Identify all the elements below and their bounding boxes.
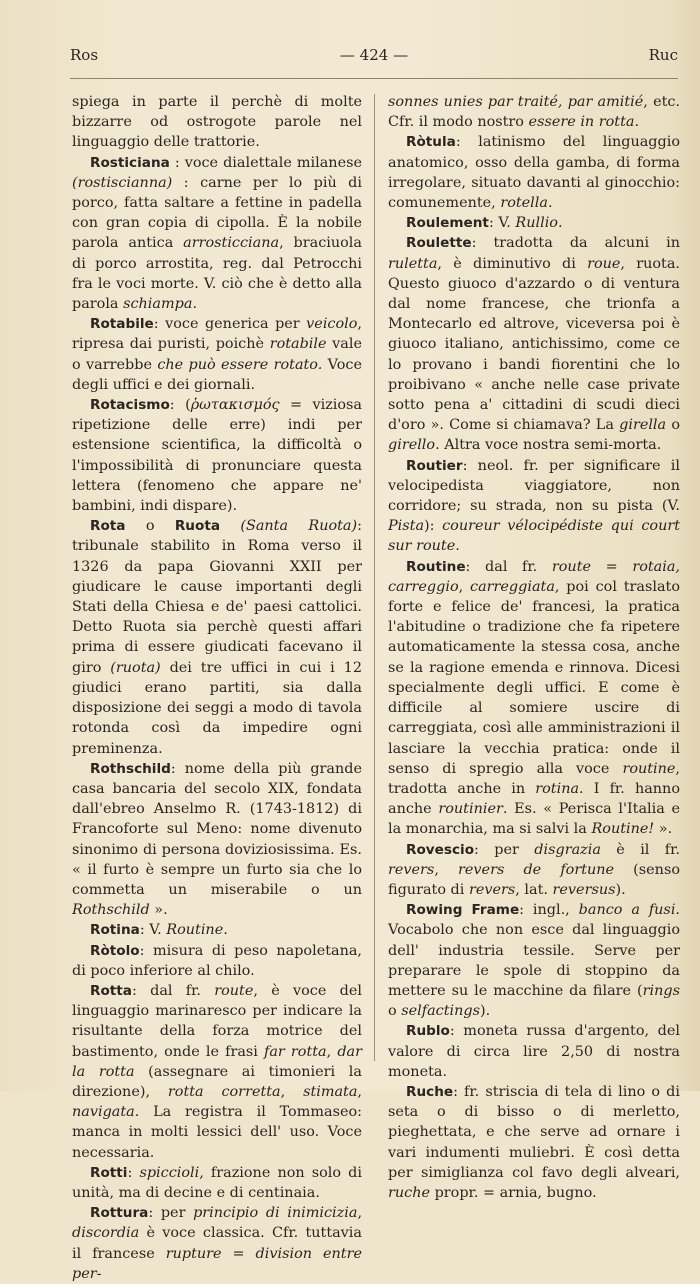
dictionary-entry xyxy=(388,132,680,213)
dictionary-entry xyxy=(388,1082,680,1203)
page-header xyxy=(70,46,678,68)
entry-text: . xyxy=(547,195,553,212)
dictionary-entry xyxy=(72,920,362,940)
entry-text: . Altra voce nostra semi-morta. xyxy=(435,437,662,454)
dictionary-entry xyxy=(72,1163,362,1203)
italic-text: ruletta xyxy=(388,255,438,272)
entry-headword: Roulement xyxy=(406,215,489,232)
header-left-guideword: Ros xyxy=(70,46,99,64)
page-number: — 424 — xyxy=(339,46,409,64)
entry-text: . xyxy=(557,215,563,232)
header-right-guideword: Ruc xyxy=(648,46,678,64)
entry-headword: Ròtolo xyxy=(90,942,140,959)
entry-text: . xyxy=(634,114,640,131)
italic-text: girello xyxy=(388,437,436,454)
italic-text: Rullio xyxy=(515,215,558,232)
dictionary-entry xyxy=(388,233,680,455)
entry-headword: Rotti xyxy=(90,1164,128,1181)
entry-headword: Rotta xyxy=(90,982,132,999)
italic-text: Routine xyxy=(166,922,224,939)
right-column xyxy=(388,92,680,1203)
italic-text: banco a fusi xyxy=(578,902,676,919)
italic-text: coureur vélocipédiste qui court sur route xyxy=(388,518,681,555)
italic-text: dar la rotta xyxy=(72,1043,362,1080)
entry-text: : nome della più grande casa bancaria del secolo XIX, fondata dall'ebreo Anselmo R. (1743-1812) di Francoforte sul Meno: nome divenuto sinonimo di persona doviziosissima. Es. « il furto è sempre un furto sia che lo commetta un miserabile o un xyxy=(72,760,362,898)
entry-text xyxy=(220,518,240,534)
italic-text: (rostiscianna) xyxy=(72,174,173,191)
dictionary-entry xyxy=(72,941,362,981)
entry-text: : xyxy=(127,1164,140,1181)
italic-text: ῥωτακισμός xyxy=(190,397,280,414)
italic-text: discordia xyxy=(72,1225,140,1242)
italic-text: Pista xyxy=(388,518,425,535)
italic-text: reversus xyxy=(552,881,616,898)
entry-text: : ( xyxy=(169,397,191,414)
italic-text: spiccioli xyxy=(139,1164,200,1181)
italic-text: essere in rotta xyxy=(528,114,635,131)
entry-text: : neol. fr. per significare il velocipedista viaggiatore, non corridore; su strada, non su pista (V. xyxy=(388,457,680,515)
entry-text: : tribunale stabilito in Roma verso il 1326 da papa Giovanni XXII per giudicare le cause importanti degli Stati della Chiesa e de' paesi cattolici. Detto Ruota sia perchè questi affari prima di essere giudicati facevano il giro xyxy=(72,518,362,676)
entry-text: , ripresa dai puristi, poichè xyxy=(72,316,362,353)
entry-text: , lat. xyxy=(515,881,553,898)
entry-text: . xyxy=(223,922,228,939)
entry-text: : ingl., xyxy=(519,902,579,919)
entry-text: : fr. striscia di tela di lino o di seta o di bisso o di merletto, pieghettata, e che serve ad ornare i vari indumenti muliebri. È così detta per simiglianza col favo degli alveari, xyxy=(388,1083,680,1181)
italic-text: Routine! xyxy=(591,821,655,838)
entry-text: ). xyxy=(479,1003,491,1020)
entry-text: o xyxy=(388,1003,402,1020)
italic-text: rotta corretta xyxy=(167,1083,281,1100)
entry-headword: Rotabile xyxy=(90,316,154,333)
italic-text: routine xyxy=(622,760,676,777)
entry-continuation xyxy=(72,92,362,153)
entry-text: , frazione non solo di unità, ma di decine e di centinaia. xyxy=(72,1164,362,1201)
italic-text: rings xyxy=(642,982,680,999)
italic-text: revers xyxy=(468,881,516,898)
entry-text: . I fr. hanno anche xyxy=(388,780,680,818)
dictionary-entry xyxy=(388,1021,680,1082)
entry-text: ): xyxy=(424,518,443,535)
dictionary-entry xyxy=(72,395,362,516)
dictionary-entry xyxy=(72,981,362,1163)
italic-text: route = rotaia, carreggio xyxy=(388,558,680,595)
italic-text: sonnes unies par traité, par amitié xyxy=(388,94,644,110)
entry-headword: Rotacismo xyxy=(90,397,170,414)
entry-headword: Rothschild xyxy=(90,760,171,777)
entry-text: : voce dialettale milanese xyxy=(169,154,362,171)
italic-text: schiampa xyxy=(123,296,193,313)
entry-text: : misura di peso napoletana, di poco inferiore al chilo. xyxy=(72,942,362,979)
entry-text: = viziosa ripetizione delle erre) indi per estensione scientifica, la difficoltà o l'impossibilità di pronunciare questa lettera (fenomeno che appare ne' bambini, indi dispare). xyxy=(72,397,362,515)
entry-text: (assegnare ai timonieri la direzione), xyxy=(72,1063,362,1100)
dictionary-entry xyxy=(72,153,362,315)
entry-text: , braciuola di porco arrostita, reg. dal Petrocchi fra le voci morte. V. ciò che è detto alla parola xyxy=(72,235,362,313)
entry-text: ». xyxy=(149,902,168,919)
entry-text: . Es. « Perisca l'Italia e la monarchia, ma si salvi la xyxy=(388,801,680,838)
entry-text: è il fr. xyxy=(600,841,680,858)
entry-text: dei tre uffici in cui i 12 giudici erano partiti, sia dalla disposizione dei seggi a modo di tavola rotonda così da impedire ogni preminenza. xyxy=(72,659,362,757)
entry-text: , xyxy=(458,578,471,595)
italic-text: Rothschild xyxy=(72,902,150,919)
entry-headword: Ruche xyxy=(406,1083,454,1100)
entry-headword: Rosticiana xyxy=(90,154,170,171)
italic-text: stimata xyxy=(303,1083,358,1100)
entry-headword: Routier xyxy=(406,457,463,474)
italic-text: rotabile xyxy=(269,336,327,353)
entry-text: , xyxy=(326,1043,338,1060)
dictionary-entry xyxy=(388,456,680,557)
left-column xyxy=(72,92,362,1284)
dictionary-entry xyxy=(72,314,362,395)
italic-text: che può essere rotato. xyxy=(157,356,323,373)
dictionary-entry xyxy=(72,516,362,758)
entry-text: : latinismo del linguaggio anatomico, osso della gamba, di forma irregolare, situato davanti al ginocchio: comunemente, xyxy=(388,134,680,212)
entry-text: , xyxy=(357,1205,363,1222)
italic-text: navigata xyxy=(72,1104,135,1121)
entry-text: , xyxy=(357,1083,362,1100)
italic-text: roue xyxy=(587,255,621,272)
entry-headword: Ròtula xyxy=(406,134,456,151)
entry-text: : carne per lo più di porco, fatta saltare a fettine in padella con gran copia di cipolla. È la nobile parola antica xyxy=(72,174,362,252)
italic-text: revers de fortune xyxy=(458,861,615,878)
entry-text: : dal fr. xyxy=(131,982,215,999)
entry-text: . xyxy=(455,538,460,555)
entry-continuation xyxy=(388,92,680,132)
entry-headword: Rota xyxy=(90,518,126,535)
entry-text: , etc. Cfr. il modo nostro xyxy=(388,94,680,131)
entry-text: è voce classica. Cfr. tuttavia il francese xyxy=(72,1225,362,1262)
italic-text: ruche xyxy=(388,1184,430,1201)
entry-text: : tradotta da alcuni in xyxy=(471,235,680,252)
entry-text: o xyxy=(666,417,680,434)
entry-text: spiega in parte il perchè di molte bizzarre od ostrogote parole nel linguaggio delle trattorie. xyxy=(72,94,362,151)
italic-text: routinier xyxy=(438,801,503,818)
entry-text: : per xyxy=(148,1205,194,1222)
entry-text: , poi col traslato forte e felice de' francesi, la pratica l'abitudine o tradizione che fa ripetere automaticamente la stessa cosa, anche se la ragione emenda e rinnova. Dicesi specialmente degli uffici. E come è difficile al somiere uscire di carreggiata, così alle amministrazioni il lasciare la vecchia pratica: onde il senso di spregio alla voce xyxy=(388,578,681,777)
entry-text: (senso figurato di xyxy=(388,861,680,898)
italic-text: far rotta xyxy=(264,1043,327,1060)
entry-text: , è diminutivo di xyxy=(437,255,588,272)
entry-headword: Rottura xyxy=(90,1205,149,1222)
italic-text: (Santa Ruota) xyxy=(240,518,358,535)
italic-text: girella xyxy=(619,417,667,434)
dictionary-entry xyxy=(388,557,680,840)
dictionary-entry xyxy=(72,759,362,921)
header-rule xyxy=(70,78,678,79)
entry-text: : voce generica per xyxy=(153,316,307,333)
entry-text: . La registra il Tommaseo: manca in molti lessici dell' uso. Voce necessaria. xyxy=(72,1104,362,1161)
entry-headword: Ruota xyxy=(174,518,220,535)
entry-text: ». xyxy=(654,821,673,838)
italic-text: rotina xyxy=(535,780,580,797)
entry-headword: Rowing Frame xyxy=(406,902,520,919)
entry-text: : V. xyxy=(139,922,167,939)
entry-headword: Rotina xyxy=(90,922,140,939)
dictionary-entry xyxy=(388,213,680,233)
entry-text: o xyxy=(125,518,175,535)
dictionary-entry xyxy=(388,900,680,1021)
entry-text: , xyxy=(280,1083,304,1100)
entry-text: ). xyxy=(615,881,626,898)
entry-text: , xyxy=(434,861,459,878)
italic-text: revers xyxy=(388,861,435,878)
dictionary-entry xyxy=(72,1203,362,1284)
italic-text: rotella xyxy=(500,195,548,212)
entry-text: : moneta russa d'argento, del valore di circa lire 2,50 di nostra moneta. xyxy=(388,1023,680,1080)
entry-headword: Rovescio xyxy=(406,841,475,858)
entry-text: , tradotta anche in xyxy=(388,760,680,797)
entry-text: Voce degli uffici e dei giornali. xyxy=(72,356,362,393)
italic-text: veicolo xyxy=(306,316,358,333)
italic-text: selfactings xyxy=(401,1003,480,1020)
italic-text: disgrazia xyxy=(534,841,601,858)
entry-headword: Rublo xyxy=(406,1023,450,1040)
entry-text: , è voce del linguaggio marinaresco per indicare la risultante della forza motrice del bastimento, onde le frasi xyxy=(72,982,362,1060)
italic-text: rupture = division entre per- xyxy=(72,1245,362,1282)
entry-text: : per xyxy=(474,841,535,858)
column-divider xyxy=(374,94,375,1061)
entry-text: propr. = arnia, bugno. xyxy=(430,1184,597,1201)
italic-text: (ruota) xyxy=(110,659,161,676)
italic-text: carreggiata xyxy=(470,578,555,595)
entry-text: : V. xyxy=(488,215,516,232)
entry-text: : dal fr. xyxy=(465,558,552,575)
italic-text: route xyxy=(214,982,254,999)
entry-text: . Vocabolo che non esce dal linguaggio dell' industria tessile. Serve per preparare le spole di stoppino da mettere su le macchine da filare ( xyxy=(388,902,680,999)
dictionary-entry xyxy=(388,840,680,901)
italic-text: principio di inimicizia xyxy=(193,1205,358,1222)
entry-headword: Roulette xyxy=(406,235,472,252)
entry-text: , ruota. Questo giuoco d'azzardo o di ventura dal nome francese, che trionfa a Montecarlo ed altrove, viceversa poi è giuoco italiano, antichissimo, come ce lo provano i bandi fiorentini che lo proibivano « anche nelle case private sotto pena a' cittadini di scudi dieci d'oro ». Come si chiamava? La xyxy=(388,255,680,434)
italic-text: arrosticciana xyxy=(183,235,280,252)
entry-headword: Routine xyxy=(406,558,466,575)
entry-text: vale o varrebbe xyxy=(72,336,363,373)
entry-text: . xyxy=(192,296,198,313)
